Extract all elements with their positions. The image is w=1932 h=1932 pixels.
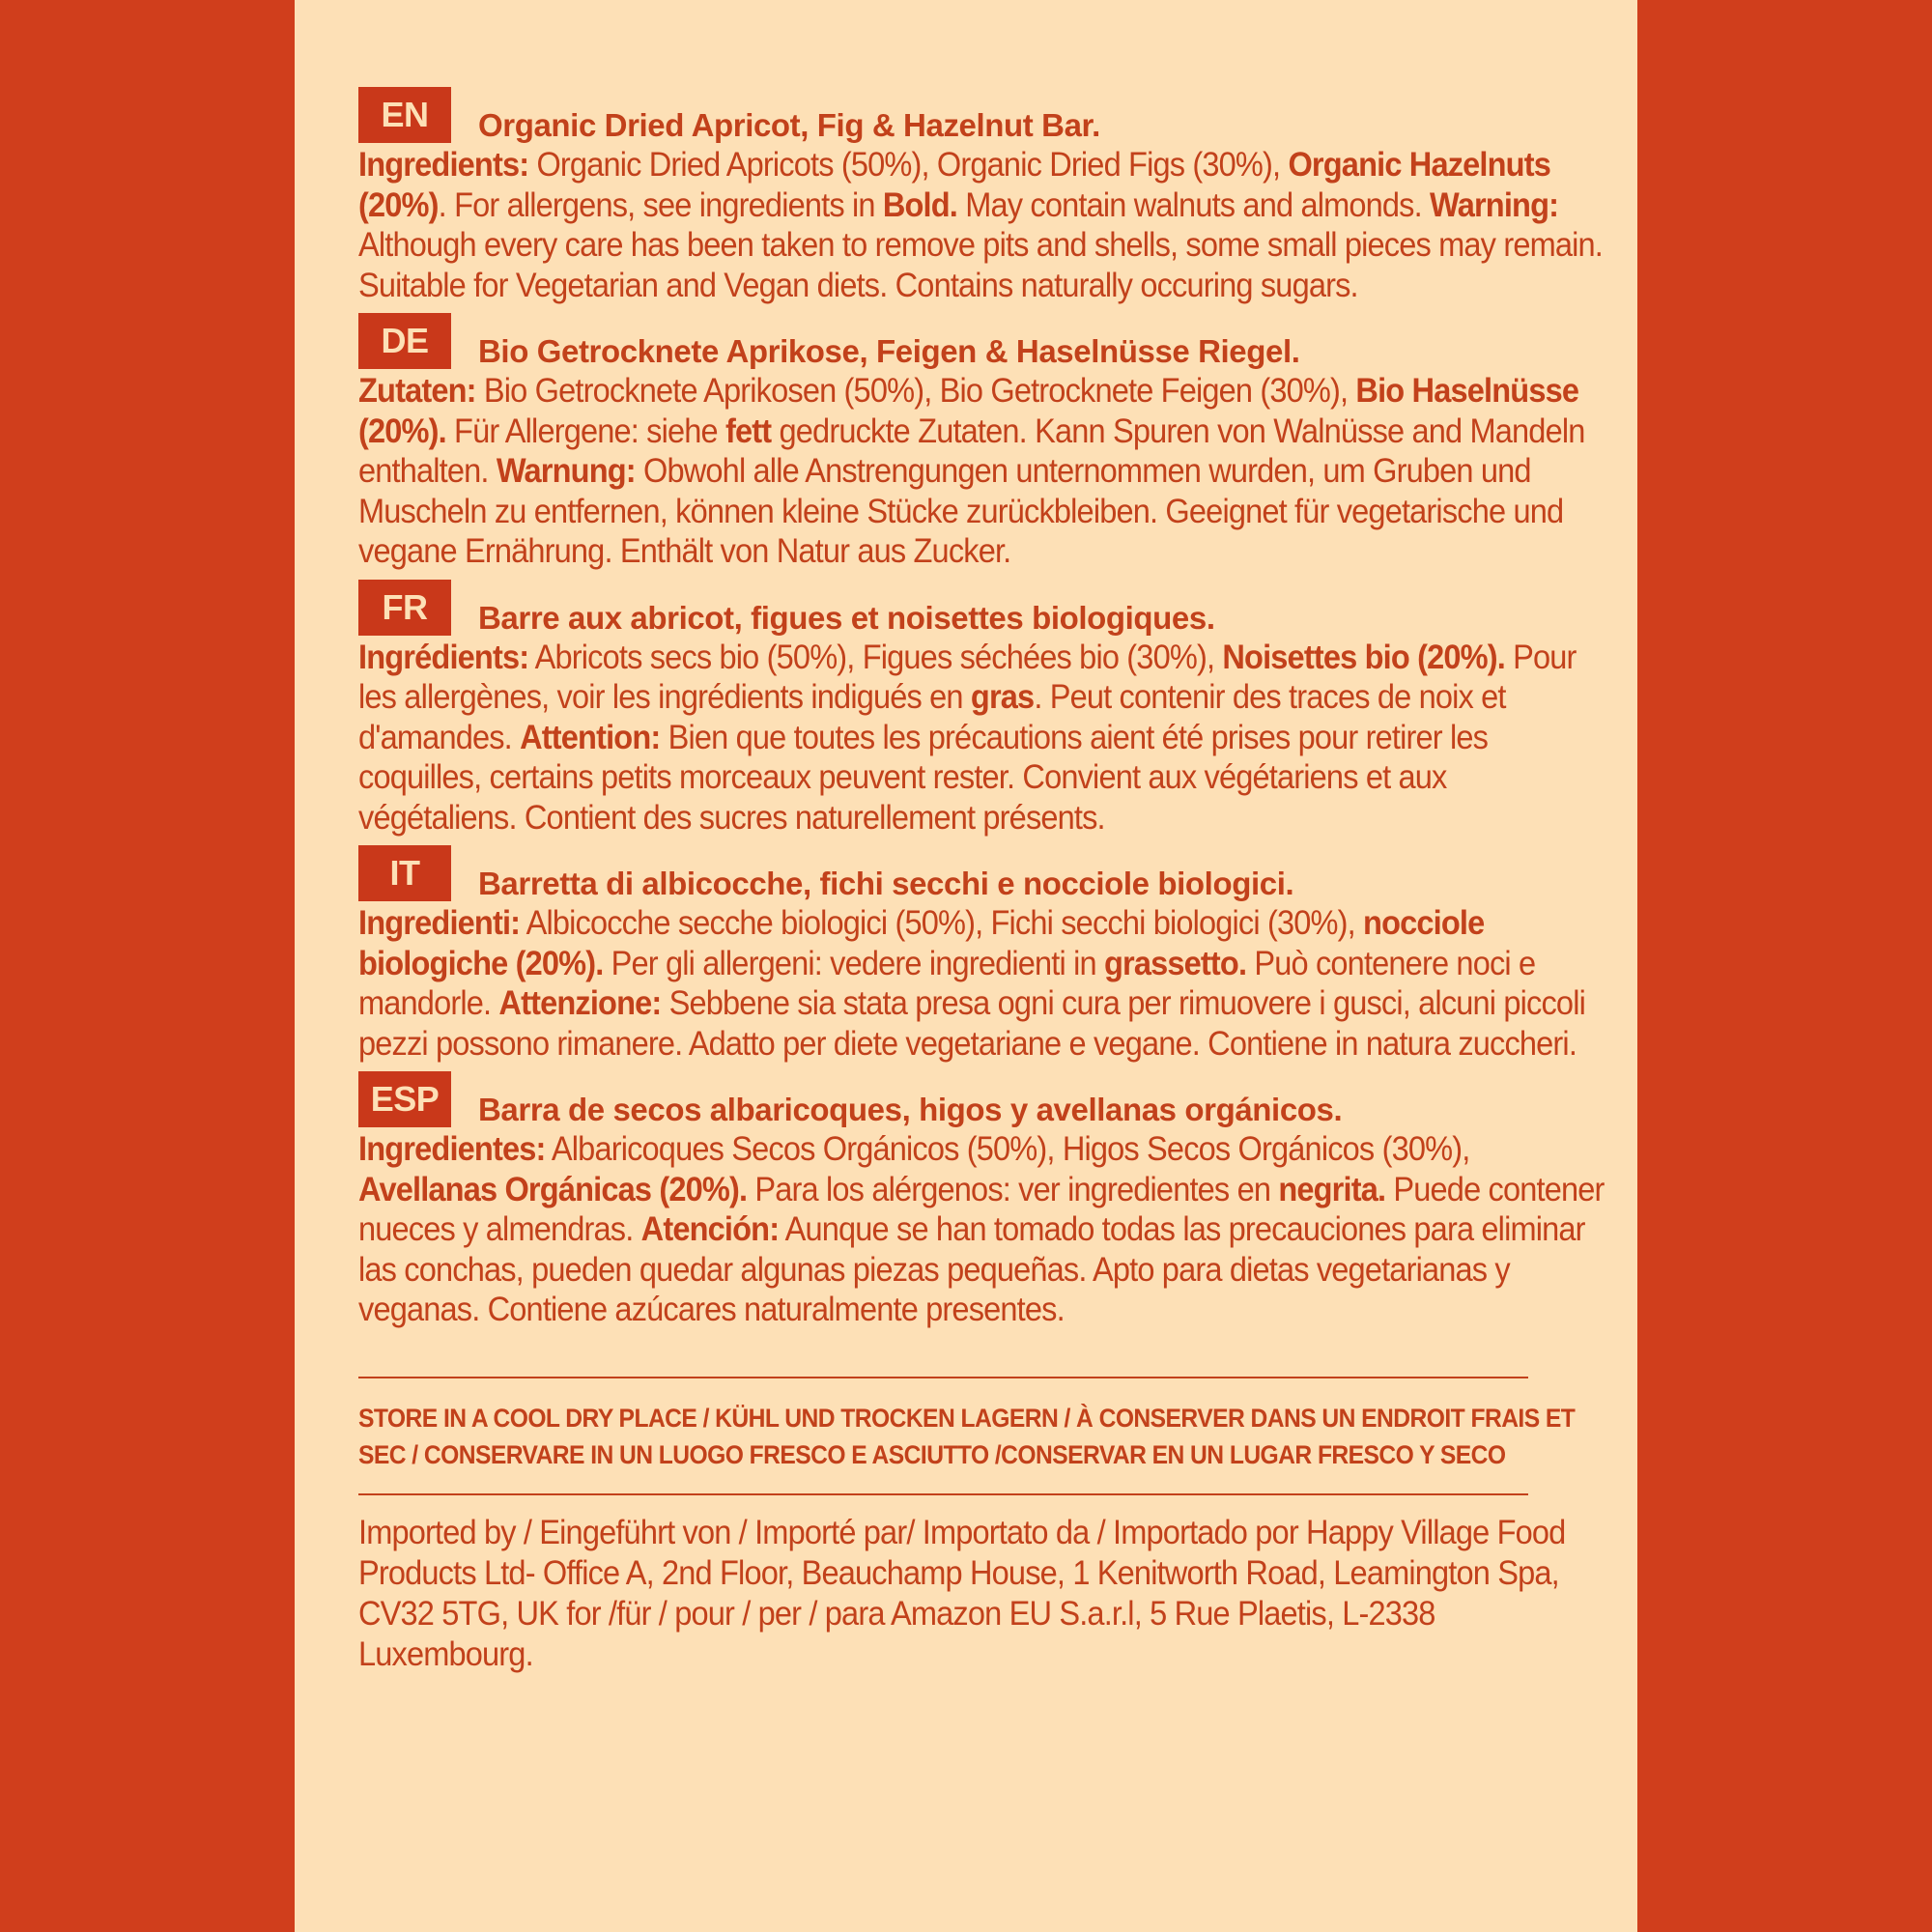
label-content (358, 87, 1614, 1675)
storage-instructions: STORE IN A COOL DRY PLACE / KÜHL UND TROCKEN LAGERN / À CONSERVER DANS UN ENDROIT FRAIS ET SEC / CONSERVARE IN UN LUOGO FRESCO E ASCIUTTO /CONSERVAR EN UN LUGAR FRESCO Y SECO (358, 1403, 1576, 1469)
allergen-text: nocciole biologiche (20%). (358, 904, 1485, 982)
section-it (358, 845, 1614, 1064)
allergen-text: fett (725, 412, 772, 450)
language-badge-fr: FR (358, 580, 451, 636)
allergen-text: Bio Haselnüsse (20%). (358, 372, 1579, 450)
product-title-en: Organic Dried Apricot, Fig & Hazelnut Bar. (478, 107, 1100, 143)
ingredients-text-de: Zutaten: Bio Getrocknete Aprikosen (50%), Bio Getrocknete Feigen (30%), Bio Haselnüsse (20%). Für Allergene: siehe fett gedruckte Zutaten. Kann Spuren von Walnüsse and Mandeln enthalten. Warnung: Obwohl alle Anstrengungen unternommen wurden, um Gruben und Muscheln zu entfernen, können kleine Stücke zurückbleiben. Geeignet für vegetarische und vegane Ernährung. Enthält von Natur aus Zucker. (358, 372, 1585, 570)
language-badge-de: DE (358, 313, 451, 369)
ingredients-heading: Ingredienti: (358, 904, 521, 942)
allergen-text: Noisettes bio (20%). (1222, 638, 1505, 676)
product-title-it: Barretta di albicocche, fichi secchi e nocciole biologici. (478, 866, 1294, 901)
product-title-es: Barra de secos albaricoques, higos y avellanas orgánicos. (478, 1092, 1343, 1127)
ingredients-heading: Ingredients: (358, 146, 529, 184)
ingredients-text-en: Ingredients: Organic Dried Apricots (50%), Organic Dried Figs (30%), Organic Hazelnuts (20%). For allergens, see ingredients in Bold. May contain walnuts and almonds. Warning: Although every care has been taken to remove pits and shells, some small pieces may remain. Suitable for Vegetarian and Vegan diets. Contains naturally occuring sugars. (358, 146, 1604, 304)
warning-heading: Warning: (1430, 185, 1559, 224)
warning-heading: Attention: (520, 718, 661, 756)
section-de (358, 313, 1614, 572)
ingredients-text-es: Ingredientes: Albaricoques Secos Orgánicos (50%), Higos Secos Orgánicos (30%), Avellanas Orgánicas (20%). Para los alérgenos: ver ingredientes en negrita. Puede contener nueces y almendras. Atención: Aunque se han tomado todas las precauciones para eliminar las conchas, pueden quedar algunas piezas pequeñas. Apto para dietas vegetarianas y veganas. Contiene azúcares naturalmente presentes. (358, 1130, 1605, 1328)
label-panel (295, 0, 1637, 1932)
section-fr (358, 580, 1614, 838)
ingredients-heading: Zutaten: (358, 372, 476, 410)
warning-heading: Attenzione: (498, 984, 662, 1022)
language-badge-it: IT (358, 845, 451, 901)
importer-info: Imported by / Eingeführt von / Importé par/ Importato da / Importado por Happy Village Food Products Ltd- Office A, 2nd Floor, Beauchamp House, 1 Kenitworth Road, Leamington Spa, CV32 5TG, UK for /für / pour / per / para Amazon EU S.a.r.l, 5 Rue Plaetis, L-2338 Luxembourg. (358, 1513, 1566, 1673)
allergen-text: negrita. (1278, 1170, 1386, 1208)
product-title-de: Bio Getrocknete Aprikose, Feigen & Haselnüsse Riegel. (478, 333, 1300, 369)
product-title-fr: Barre aux abricot, figues et noisettes biologiques. (478, 599, 1215, 636)
warning-heading: Atención: (640, 1210, 780, 1248)
ingredients-heading: Ingrédients: (358, 638, 529, 676)
language-badge-en: EN (358, 87, 451, 143)
ingredients-text-it: Ingredienti: Albicocche secche biologici (50%), Fichi secchi biologici (30%), nocciole biologiche (20%). Per gli allergeni: vedere ingredienti in grassetto. Può contenere noci e mandorle. Attenzione: Sebbene sia stata presa ogni cura per rimuovere i gusci, alcuni piccoli pezzi possono rimanere. Adatto per diete vegetariane e vegane. Contiene in natura zuccheri. (358, 904, 1585, 1063)
language-badge-es: ESP (358, 1071, 451, 1127)
allergen-text: Bold. (882, 185, 958, 224)
allergen-text: Avellanas Orgánicas (20%). (358, 1170, 748, 1208)
allergen-text: gras (970, 678, 1035, 716)
ingredients-text-fr: Ingrédients: Abricots secs bio (50%), Figues séchées bio (30%), Noisettes bio (20%). Pour les allergènes, voir les ingrédients indigués en gras. Peut contenir des traces de noix et d'amandes. Attention: Bien que toutes les précautions aient été prises pour retirer les coquilles, certains petits morceaux peuvent rester. Convient aux végétariens et aux végétaliens. Contient des sucres naturellement présents. (358, 638, 1577, 837)
allergen-text: grassetto. (1103, 944, 1247, 982)
warning-heading: Warnung: (496, 452, 636, 490)
section-es (358, 1071, 1614, 1330)
ingredients-heading: Ingredientes: (358, 1130, 546, 1168)
section-en (358, 87, 1614, 305)
allergen-text: Organic Hazelnuts (20%) (358, 146, 1551, 224)
